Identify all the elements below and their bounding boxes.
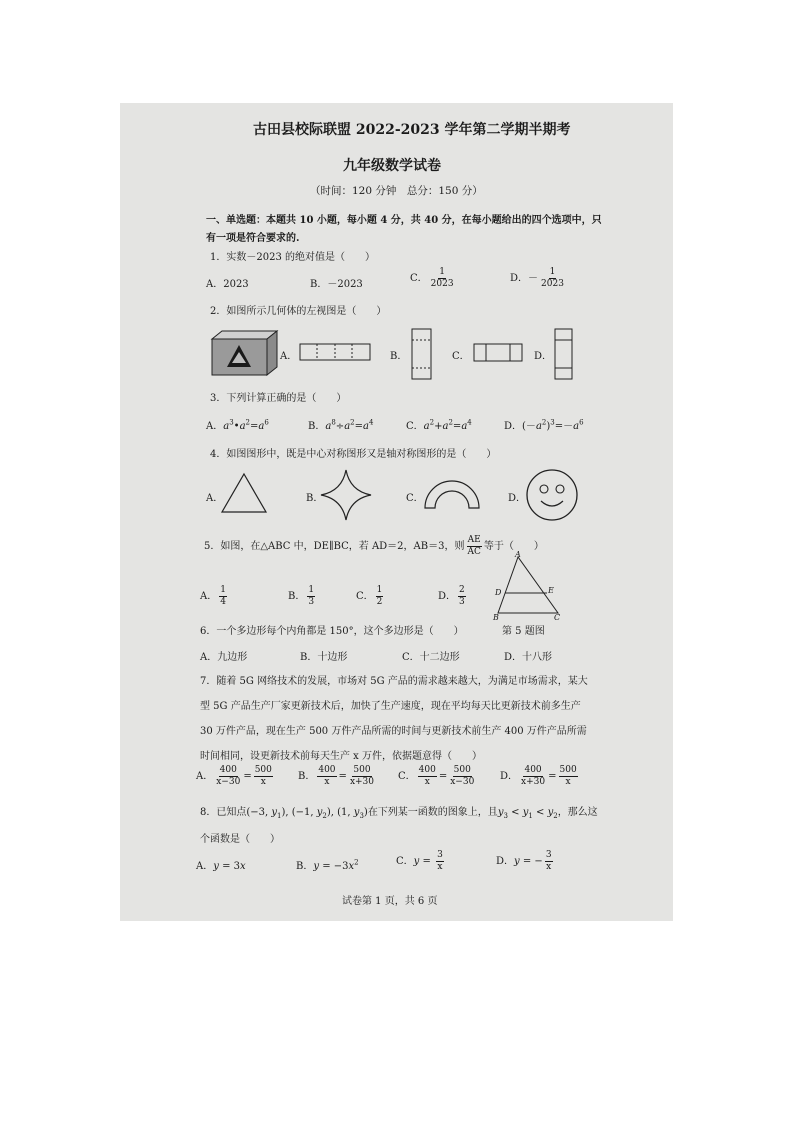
question-2-option-b: B． — [390, 351, 408, 362]
point-a-label: A — [515, 550, 521, 559]
question-1-stem: 1．实数－2023 的绝对值是（ ） — [210, 252, 375, 263]
question-3-option-b: B．$a^8\div a^2=a^4$ — [308, 418, 374, 432]
question-8-option-a: A．y = 3x — [196, 861, 246, 872]
section-heading-line1: 一、单选题：本题共 10 小题，每小题 4 分，共 40 分，在每小题给出的四个选项中，只 — [206, 215, 602, 226]
question-4-stem: 4．如图图形中，既是中心对称图形又是轴对称图形的是（ ） — [210, 449, 497, 460]
point-c-label: C — [554, 613, 561, 622]
question-5-option-d: D． $\frac{2}{3}$ — [438, 585, 465, 607]
question-5-option-c: C． $\frac{1}{2}$ — [356, 585, 383, 607]
question-3-option-a: A．$a^3•a^2=a^6$ — [206, 418, 269, 432]
section-heading-line2: 有一项是符合要求的. — [206, 233, 300, 244]
question-2-option-d: D． — [534, 351, 553, 362]
four-point-star-icon — [320, 469, 372, 521]
question-6-option-d: D．十八形 — [504, 652, 553, 663]
question-7-line-3: 30 万件产品，现在生产 500 万件产品所需的时间与更新技术前生产 400 万件产品所需 — [200, 726, 587, 737]
exam-page-photo — [120, 103, 673, 921]
exam-subtitle: 九年级数学试卷 — [343, 158, 441, 174]
question-5-option-b: B． $\frac{1}{3}$ — [288, 585, 315, 607]
arch-shape-icon — [423, 480, 483, 510]
question-8-option-d: D．y = − $\frac{3}{x}$ — [496, 850, 552, 872]
question-7-option-c: C． $\frac{400}{x}$ = $\frac{500}{x-30}$ — [398, 765, 475, 787]
question-2-stem: 2．如图所示几何体的左视图是（ ） — [210, 306, 387, 317]
question-7-line-1: 7．随着 5G 网络技术的发展，市场对 5G 产品的需求越来越大，为满足市场需求，某大 — [200, 676, 588, 687]
question-8-line-2: 个函数是（ ） — [200, 834, 280, 845]
point-b-label: B — [493, 613, 499, 622]
question-1-option-c: C． $\frac{1}{2023}$ — [410, 267, 454, 289]
question-7-option-b: B． $\frac{400}{x}$ = $\frac{500}{x+30}$ — [298, 765, 375, 787]
triangle-abc-figure — [490, 551, 570, 621]
question-3-stem: 3．下列计算正确的是（ ） — [210, 393, 347, 404]
left-view-option-d-figure — [554, 328, 574, 380]
question-4-option-d: D． — [508, 493, 527, 504]
left-view-option-a-figure — [300, 343, 372, 363]
question-8-option-b: B．$y = -3x^2$ — [296, 858, 359, 872]
question-3-option-d: D．$(-a^2)^3=-a^6$ — [504, 418, 584, 432]
left-view-option-b-figure — [411, 328, 433, 380]
question-7-line-2: 型 5G 产品生产厂家更新技术后，加快了生产速度，现在平均每天比更新技术前多生产 — [200, 701, 581, 712]
question-4-option-b: B． — [306, 493, 324, 504]
question-2-option-a: A． — [280, 351, 298, 362]
question-3-option-c: C．$a^2+a^2=a^4$ — [406, 418, 472, 432]
question-4-option-a: A． — [206, 493, 224, 504]
question-7-option-a: A． $\frac{400}{x-30}$ = $\frac{500}{x}$ — [196, 765, 272, 787]
question-1-option-a: A．2023 — [206, 279, 249, 290]
exam-meta: （时间：120 分钟 总分：150 分） — [310, 185, 483, 197]
question-6-stem: 6．一个多边形每个内角都是 150°，这个多边形是（ ） — [200, 626, 464, 637]
question-7-option-d: D． $\frac{400}{x+30}$ = $\frac{500}{x}$ — [500, 765, 577, 787]
question-8-option-c: C．y = $\frac{3}{x}$ — [396, 850, 443, 872]
point-d-label: D — [495, 588, 502, 597]
question-2-option-c: C． — [452, 351, 470, 362]
question-7-line-4: 时间相同，设更新技术前每天生产 x 万件，依据题意得（ ） — [200, 751, 482, 762]
question-5-option-a: A． $\frac{1}{4}$ — [200, 585, 226, 607]
smiley-face-icon — [525, 468, 579, 522]
page-footer: 试卷第 1 页，共 6 页 — [342, 896, 438, 907]
solid-figure-icon — [210, 329, 280, 375]
exam-title: 古田县校际联盟 2022-2023 学年第二学期半期考 — [253, 122, 571, 138]
question-1-option-b: B．－2023 — [310, 279, 363, 290]
question-4-option-c: C． — [406, 493, 424, 504]
question-6-option-c: C．十二边形 — [402, 652, 460, 663]
question-6-option-a: A．九边形 — [200, 652, 248, 663]
left-view-option-c-figure — [474, 343, 524, 363]
triangle-shape-icon — [221, 473, 269, 515]
figure-5-caption: 第 5 题图 — [502, 626, 545, 637]
question-5-stem: 5．如图，在△ABC 中，DE∥BC，若 AD＝2，AB＝3，则 $\frac{AE}{AC}$ 等于（ ） — [204, 535, 544, 557]
question-1-option-d: D．－ $\frac{1}{2023}$ — [510, 267, 564, 289]
question-6-option-b: B．十边形 — [300, 652, 348, 663]
question-8-line-1: 8．已知点(−3, $y_1$), (−1, $y_2$), (1, $y_3$)在下列某一函数的图象上，且$y_3 < y_1 < y_2$，那么这 — [200, 807, 598, 820]
point-e-label: E — [548, 586, 554, 595]
